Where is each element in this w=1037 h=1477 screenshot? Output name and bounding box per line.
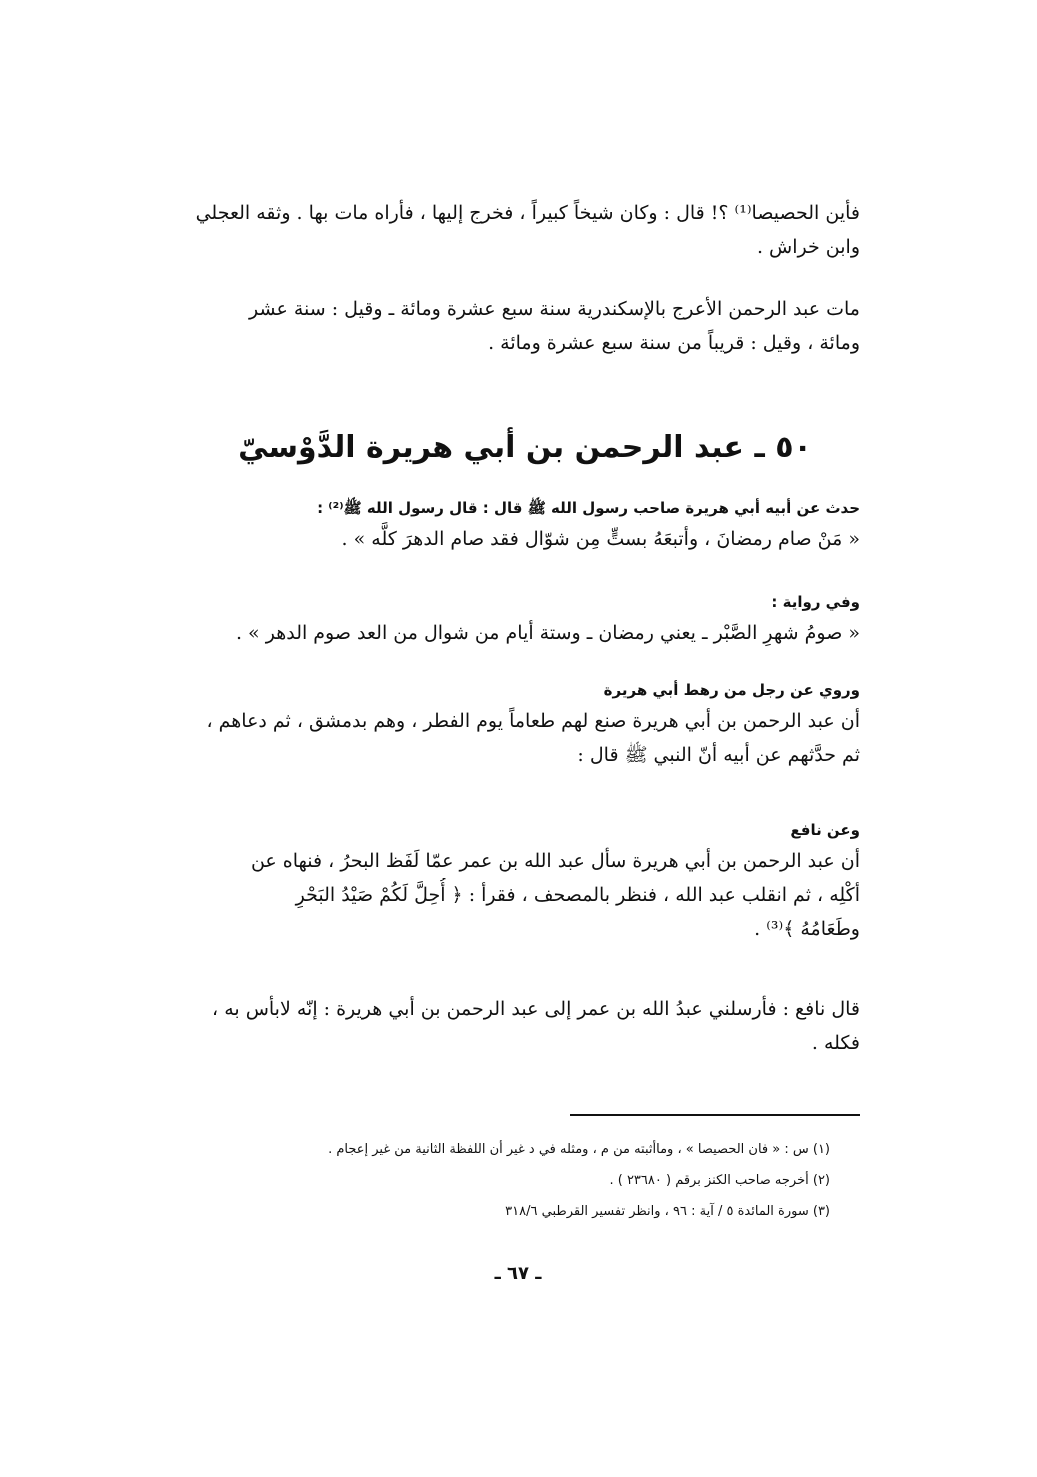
paragraph-last-line-1: قال نافع : فأرسلني عبدُ الله بن عمر إلى عبد الرحمن بن أبي هريرة : إنّه لابأس به ، — [212, 998, 860, 1020]
paragraph-last — [190, 992, 860, 1060]
paragraph-2-line-2: ومائة ، وقيل : قريباً من سنة سبع عشرة ومائة . — [488, 332, 860, 354]
paragraph-2 — [190, 292, 860, 360]
narration-3-line-2: ثم حدَّثهم عن أبيه أنّ النبي ﷺ قال : — [577, 744, 860, 766]
footnote-2: (٢) أخرجه صاحب الكنز برقم ( ٢٣٦٨٠ ) . — [609, 1173, 830, 1188]
footnote-divider — [570, 1114, 860, 1116]
narration-4-intro: وعن نافع — [790, 821, 860, 839]
narration-2 — [190, 588, 860, 650]
page-number: ـ ٦٧ ـ — [494, 1263, 542, 1284]
section-heading: ٥٠ ـ عبد الرحمن بن أبي هريرة الدَّوْسيّ — [238, 430, 812, 465]
narration-3-intro: وروي عن رجل من رهط أبي هريرة — [603, 681, 860, 699]
narration-4-line-3: وطَعَامُهُ ﴾⁽³⁾ . — [754, 918, 860, 940]
paragraph-2-line-1: مات عبد الرحمن الأعرج بالإسكندرية سنة سبع عشرة ومائة ـ وقيل : سنة عشر — [249, 298, 860, 320]
narration-3 — [190, 676, 860, 772]
paragraph-last-line-2: فكله . — [811, 1032, 860, 1054]
paragraph-1-line-2: وابن خراش . — [756, 236, 860, 258]
narration-4-line-1: أن عبد الرحمن بن أبي هريرة سأل عبد الله بن عمر عمّا لَفَظ البحرُ ، فنهاه عن — [250, 850, 860, 872]
narration-4 — [190, 816, 860, 946]
footnotes — [190, 1134, 830, 1227]
narration-1-text: « مَنْ صام رمضانَ ، وأتبعَهُ بستٍّ مِن شوّال فقد صام الدهرَ كلَّه » . — [341, 528, 860, 550]
narration-2-text: « صومُ شهرِ الصَّبْر ـ يعني رمضان ـ وستة أيام من شوال من العد صوم الدهر » . — [235, 622, 860, 644]
paragraph-1 — [190, 196, 860, 264]
narration-3-line-1: أن عبد الرحمن بن أبي هريرة صنع لهم طعاماً يوم الفطر ، وهم بدمشق ، ثم دعاهم ، — [206, 710, 860, 732]
narration-2-intro: وفي رواية : — [771, 593, 860, 611]
narration-4-line-2: أكْلِه ، ثم انقلب عبد الله ، فنظر بالمصحف ، فقرأ : ﴿ أُحِلَّ لَكُمْ صَيْدُ البَحْرِ — [295, 884, 860, 906]
paragraph-1-line-1: فأين الحصيصا⁽¹⁾ ؟! قال : وكان شيخاً كبيراً ، فخرج إليها ، فأراه مات بها . وثقه العجلي — [195, 202, 860, 224]
narration-1 — [190, 494, 860, 556]
narration-1-intro: حدث عن أبيه أبي هريرة صاحب رسول الله ﷺ قال : قال رسول الله ﷺ⁽²⁾ : — [317, 499, 860, 517]
footnote-1: (١) س : « فان الحصيصا » ، وماأثبته من م ، ومثله في د غير أن اللفظة الثانية من غير إعجام . — [328, 1142, 830, 1157]
footnote-3: (٣) سورة المائدة ٥ / آية : ٩٦ ، وانظر تفسير القرطبي ٣١٨/٦ — [505, 1204, 830, 1219]
